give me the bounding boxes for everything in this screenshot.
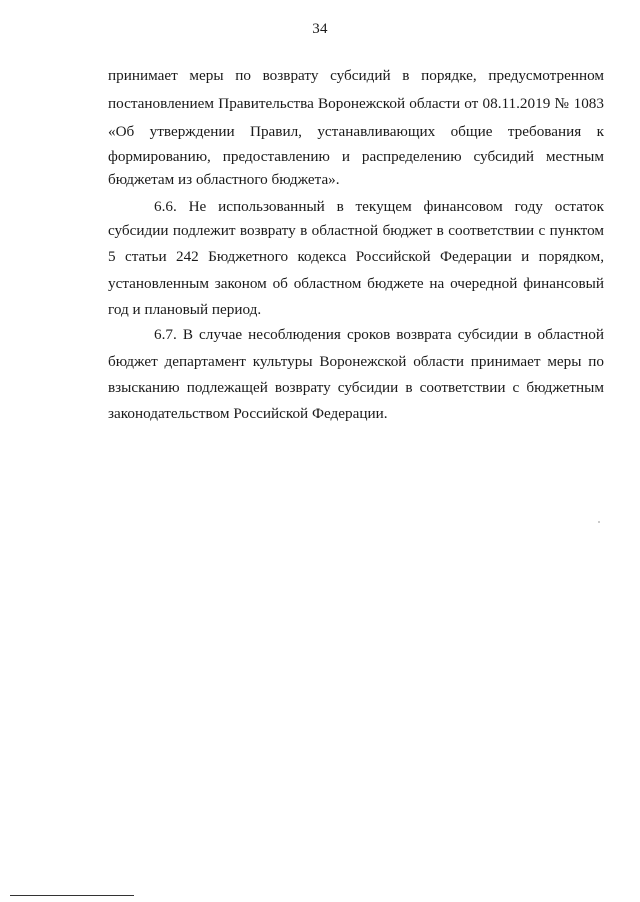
text-line: 6.7. В случае несоблюдения сроков возврата субсидии в областной [154, 326, 604, 343]
text-line: 5 статьи 242 Бюджетного кодекса Российской Федерации и порядком, [108, 248, 604, 265]
text-line: взысканию подлежащей возврату субсидии в соответствии с бюджетным [108, 379, 604, 396]
text-line: год и плановый период. [108, 301, 262, 318]
page-number: 34 [312, 21, 328, 37]
scan-speck [598, 521, 600, 523]
text-line: бюджетам из областного бюджета». [108, 171, 340, 188]
text-line: «Об утверждении Правил, устанавливающих общие требования к [108, 123, 604, 140]
footer-rule [10, 895, 134, 896]
text-line: постановлением Правительства Воронежской области от 08.11.2019 № 1083 [108, 95, 604, 112]
text-line: формированию, предоставлению и распределению субсидий местным [108, 148, 604, 165]
text-line: 6.6. Не использованный в текущем финансовом году остаток [154, 198, 604, 215]
text-line: законодательством Российской Федерации. [108, 405, 388, 422]
text-line: принимает меры по возврату субсидий в порядке, предусмотренном [108, 67, 604, 84]
text-line: субсидии подлежит возврату в областной бюджет в соответствии с пунктом [108, 222, 604, 239]
text-line: установленным законом об областном бюджете на очередной финансовый [108, 275, 604, 292]
text-line: бюджет департамент культуры Воронежской области принимает меры по [108, 353, 604, 370]
